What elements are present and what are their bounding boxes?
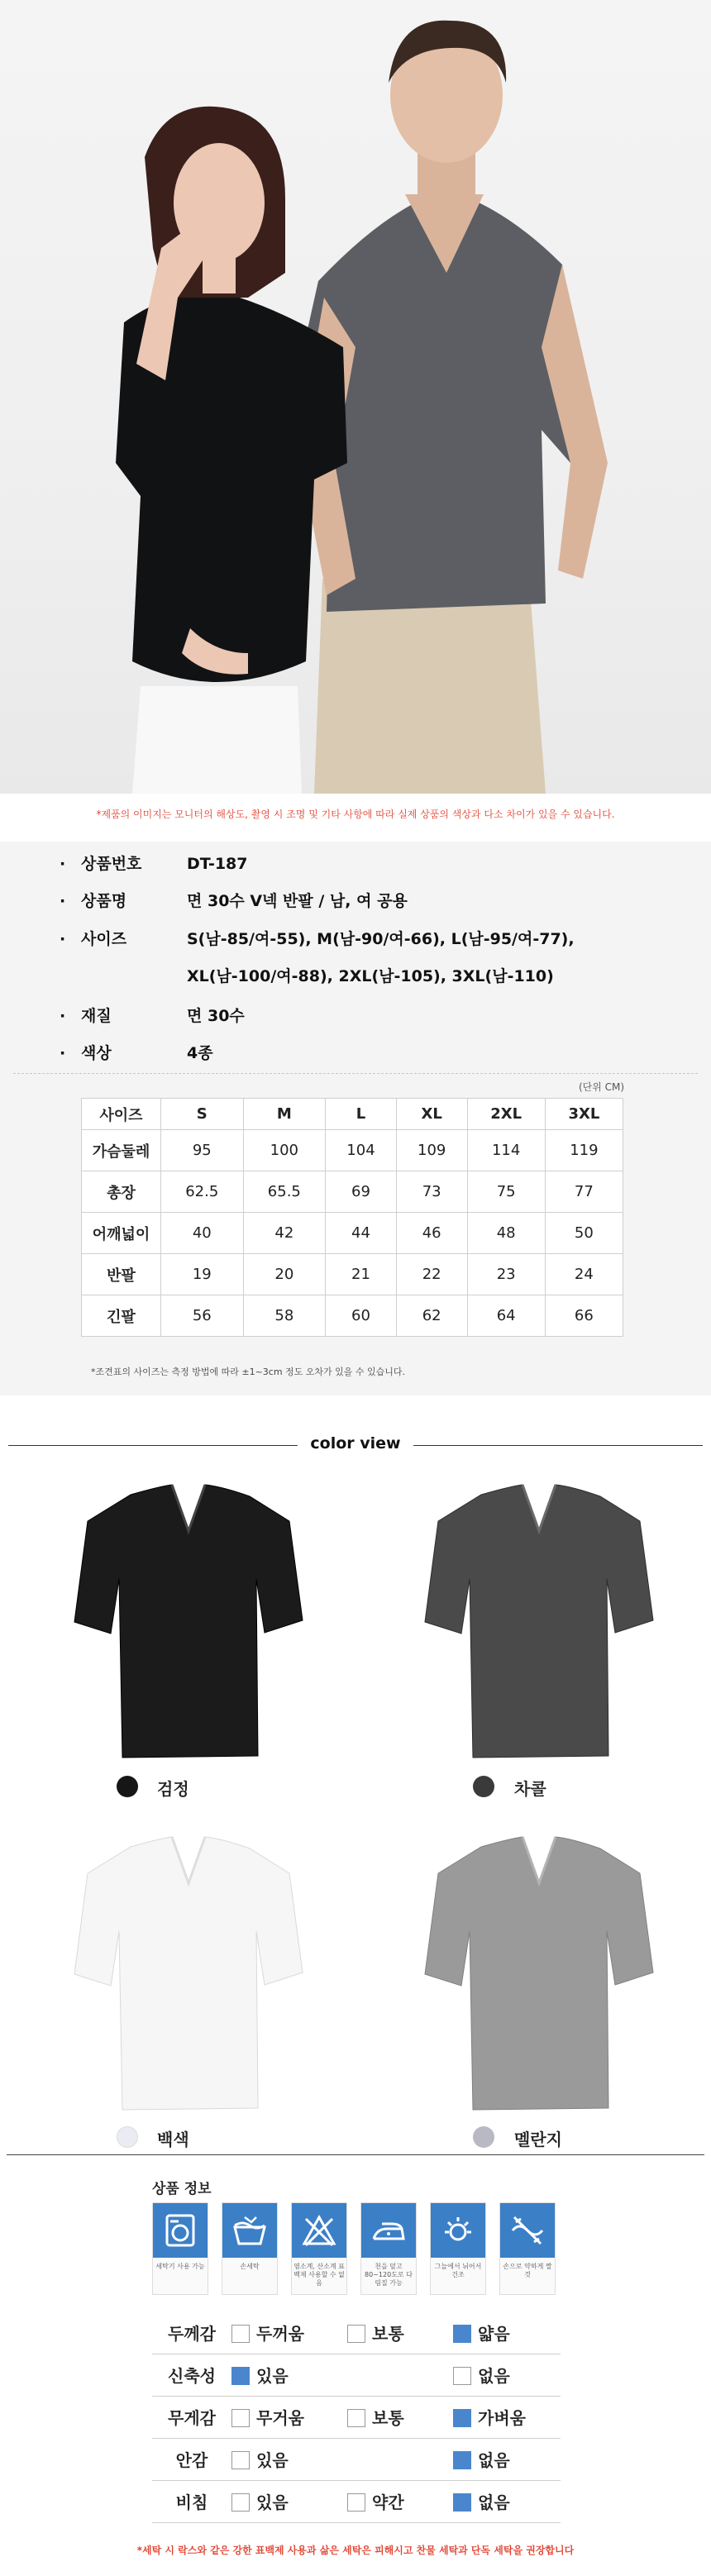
header-cell: XL bbox=[396, 1099, 467, 1130]
care-caption: 손세탁 bbox=[240, 2263, 260, 2270]
size-table bbox=[81, 1098, 623, 1337]
fabric-attribute-table bbox=[152, 2311, 561, 2523]
attr-row-transparency bbox=[152, 2480, 561, 2522]
dashed-divider bbox=[13, 1073, 698, 1074]
swatch-label-white: 백색 bbox=[157, 2130, 189, 2149]
row-header: 반팔 bbox=[82, 1254, 161, 1295]
table-cell: 119 bbox=[545, 1130, 623, 1171]
info-row-product-no bbox=[60, 852, 248, 874]
size-table-note: *조견표의 사이즈는 측정 방법에 따라 ±1~3cm 정도 오차가 있을 수 있습니다. bbox=[91, 1367, 406, 1377]
shirt-melange bbox=[423, 1832, 655, 2113]
attr-name: 무게감 bbox=[152, 2396, 231, 2438]
washing-machine-icon bbox=[153, 2203, 208, 2258]
checkbox[interactable] bbox=[347, 2325, 365, 2343]
option-label: 두꺼움 bbox=[256, 2323, 304, 2344]
table-row bbox=[82, 1254, 623, 1295]
table-row bbox=[82, 1213, 623, 1254]
info-key: 사이즈 bbox=[81, 930, 127, 948]
table-cell: 75 bbox=[467, 1171, 545, 1213]
table-cell: 73 bbox=[396, 1171, 467, 1213]
shirt-black bbox=[73, 1480, 304, 1761]
hero-illustration bbox=[0, 0, 711, 794]
checkbox[interactable] bbox=[231, 2409, 250, 2427]
table-cell: 24 bbox=[545, 1254, 623, 1295]
info-row-size bbox=[60, 927, 575, 949]
shirt-body bbox=[74, 1837, 303, 2110]
option-label: 약간 bbox=[372, 2493, 404, 2512]
care-iron bbox=[360, 2202, 417, 2295]
table-cell: 21 bbox=[326, 1254, 397, 1295]
info-row-color bbox=[60, 1041, 213, 1063]
option-label: 얇음 bbox=[478, 2323, 510, 2344]
no-wring-icon bbox=[500, 2203, 555, 2258]
bullet: · bbox=[60, 855, 66, 873]
option-label: 보통 bbox=[372, 2323, 404, 2344]
fabric-info-title: 상품 정보 bbox=[152, 2181, 212, 2197]
table-row bbox=[82, 1171, 623, 1213]
row-header: 어깨넓이 bbox=[82, 1213, 161, 1254]
header-cell: 사이즈 bbox=[82, 1099, 161, 1130]
checkbox-checked[interactable] bbox=[453, 2409, 471, 2427]
info-value: S(남-85/여-55), M(남-90/여-66), L(남-95/여-77), bbox=[187, 930, 575, 948]
row-header: 긴팔 bbox=[82, 1295, 161, 1337]
swatch-dot-melange bbox=[473, 2126, 494, 2148]
info-row-size-cont bbox=[60, 964, 554, 986]
table-row bbox=[82, 1130, 623, 1171]
fabric-divider bbox=[7, 2154, 704, 2155]
attr-row-weight bbox=[152, 2396, 561, 2438]
attr-name: 두께감 bbox=[152, 2311, 231, 2354]
color-view-title: color view bbox=[310, 1434, 401, 1453]
option-label: 가벼움 bbox=[478, 2408, 526, 2428]
care-shade-dry bbox=[430, 2202, 486, 2295]
table-cell: 66 bbox=[545, 1295, 623, 1337]
info-value: DT-187 bbox=[187, 855, 248, 873]
table-cell: 58 bbox=[243, 1295, 326, 1337]
info-key: 색상 bbox=[81, 1044, 112, 1062]
table-cell: 62.5 bbox=[161, 1171, 244, 1213]
care-no-bleach bbox=[291, 2202, 347, 2295]
table-cell: 100 bbox=[243, 1130, 326, 1171]
care-caption: 천을 덮고 80~120도로 다림질 가능 bbox=[365, 2263, 413, 2287]
checkbox[interactable] bbox=[347, 2409, 365, 2427]
care-caption: 손으로 약하게 짤 것 bbox=[503, 2263, 552, 2278]
hand-wash-icon bbox=[222, 2203, 277, 2258]
table-cell: 50 bbox=[545, 1213, 623, 1254]
option-label: 보통 bbox=[372, 2408, 404, 2428]
table-cell: 23 bbox=[467, 1254, 545, 1295]
table-cell: 46 bbox=[396, 1213, 467, 1254]
wash-notice: *세탁 시 락스와 같은 강한 표백제 사용과 삶은 세탁은 피해시고 찬물 세탁과 단독 세탁을 권장합니다 bbox=[136, 2545, 575, 2556]
table-cell: 95 bbox=[161, 1130, 244, 1171]
photo-color-notice: *제품의 이미지는 모니터의 해상도, 촬영 시 조명 및 기타 사항에 따라 실제 상품의 색상과 다소 차이가 있을 수 있습니다. bbox=[96, 809, 615, 820]
size-unit-label: (단위 CM) bbox=[579, 1081, 625, 1093]
size-table-header bbox=[82, 1099, 623, 1130]
table-cell: 56 bbox=[161, 1295, 244, 1337]
iron-icon bbox=[361, 2203, 416, 2258]
checkbox-checked[interactable] bbox=[453, 2451, 471, 2469]
shirt-body bbox=[425, 1837, 653, 2110]
swatch-label-melange: 멜란지 bbox=[514, 2130, 562, 2149]
header-cell: 2XL bbox=[467, 1099, 545, 1130]
table-cell: 77 bbox=[545, 1171, 623, 1213]
attr-name: 신축성 bbox=[152, 2354, 231, 2396]
option-label: 있음 bbox=[256, 2366, 289, 2386]
swatch-dot-black bbox=[117, 1776, 138, 1797]
row-header: 가슴둘레 bbox=[82, 1130, 161, 1171]
attr-row-thickness bbox=[152, 2311, 561, 2354]
row-header: 총장 bbox=[82, 1171, 161, 1213]
option-label: 있음 bbox=[256, 2450, 289, 2470]
table-row bbox=[82, 1295, 623, 1337]
shirt-white bbox=[73, 1832, 304, 2113]
swatch-dot-charcoal bbox=[473, 1776, 494, 1797]
header-cell: L bbox=[326, 1099, 397, 1130]
info-value: 4종 bbox=[187, 1044, 213, 1062]
care-no-wring bbox=[499, 2202, 556, 2295]
bullet: · bbox=[60, 930, 66, 948]
info-key: 재질 bbox=[81, 1007, 112, 1025]
table-cell: 109 bbox=[396, 1130, 467, 1171]
table-cell: 20 bbox=[243, 1254, 326, 1295]
shirt-body bbox=[425, 1485, 653, 1758]
shirt-charcoal bbox=[423, 1480, 655, 1761]
table-cell: 114 bbox=[467, 1130, 545, 1171]
option-label: 없음 bbox=[478, 2493, 510, 2512]
attr-name: 안감 bbox=[152, 2438, 231, 2480]
bullet: · bbox=[60, 892, 66, 910]
hero-model-photo bbox=[0, 0, 711, 794]
table-cell: 44 bbox=[326, 1213, 397, 1254]
shirt-body bbox=[74, 1485, 303, 1758]
info-row-product-name bbox=[60, 889, 408, 911]
table-cell: 64 bbox=[467, 1295, 545, 1337]
no-bleach-icon bbox=[292, 2203, 346, 2258]
care-caption: 염소계, 산소계 표백제 사용할 수 없음 bbox=[293, 2263, 345, 2287]
checkbox[interactable] bbox=[231, 2325, 250, 2343]
checkbox[interactable] bbox=[231, 2451, 250, 2469]
checkbox[interactable] bbox=[231, 2493, 250, 2512]
option-label: 없음 bbox=[478, 2366, 510, 2386]
checkbox[interactable] bbox=[453, 2367, 471, 2385]
table-cell: 60 bbox=[326, 1295, 397, 1337]
header-cell: M bbox=[243, 1099, 326, 1130]
care-hand-wash bbox=[222, 2202, 278, 2295]
info-value: 면 30수 bbox=[187, 1007, 245, 1025]
checkbox[interactable] bbox=[347, 2493, 365, 2512]
info-value: XL(남-100/여-88), 2XL(남-105), 3XL(남-110) bbox=[187, 967, 554, 985]
care-washing-machine bbox=[152, 2202, 208, 2295]
option-label: 있음 bbox=[256, 2493, 289, 2512]
care-caption: 세탁기 사용 가능 bbox=[155, 2263, 205, 2270]
checkbox-checked[interactable] bbox=[453, 2493, 471, 2512]
bullet: · bbox=[60, 1044, 66, 1062]
info-key: 상품명 bbox=[81, 892, 127, 910]
table-cell: 69 bbox=[326, 1171, 397, 1213]
bullet: · bbox=[60, 1007, 66, 1025]
table-cell: 22 bbox=[396, 1254, 467, 1295]
care-caption: 그늘에서 뉘어서 건조 bbox=[434, 2263, 482, 2278]
table-cell: 62 bbox=[396, 1295, 467, 1337]
shade-dry-icon bbox=[431, 2203, 485, 2258]
attr-name: 비침 bbox=[152, 2480, 231, 2522]
table-cell: 42 bbox=[243, 1213, 326, 1254]
option-label: 무거움 bbox=[256, 2408, 304, 2428]
table-cell: 48 bbox=[467, 1213, 545, 1254]
checkbox-checked[interactable] bbox=[453, 2325, 471, 2343]
header-cell: 3XL bbox=[545, 1099, 623, 1130]
option-label: 없음 bbox=[478, 2450, 510, 2470]
table-cell: 19 bbox=[161, 1254, 244, 1295]
swatch-label-charcoal: 차콜 bbox=[514, 1779, 546, 1799]
checkbox-checked[interactable] bbox=[231, 2367, 250, 2385]
header-cell: S bbox=[161, 1099, 244, 1130]
info-key: 상품번호 bbox=[81, 855, 142, 873]
swatch-dot-white bbox=[117, 2126, 138, 2148]
table-cell: 40 bbox=[161, 1213, 244, 1254]
info-row-material bbox=[60, 1004, 245, 1026]
info-value: 면 30수 V넥 반팔 / 남, 여 공용 bbox=[187, 892, 408, 910]
table-cell: 104 bbox=[326, 1130, 397, 1171]
swatch-label-black: 검정 bbox=[157, 1779, 189, 1799]
table-cell: 65.5 bbox=[243, 1171, 326, 1213]
attr-row-elasticity bbox=[152, 2354, 561, 2396]
attr-row-lining bbox=[152, 2438, 561, 2480]
